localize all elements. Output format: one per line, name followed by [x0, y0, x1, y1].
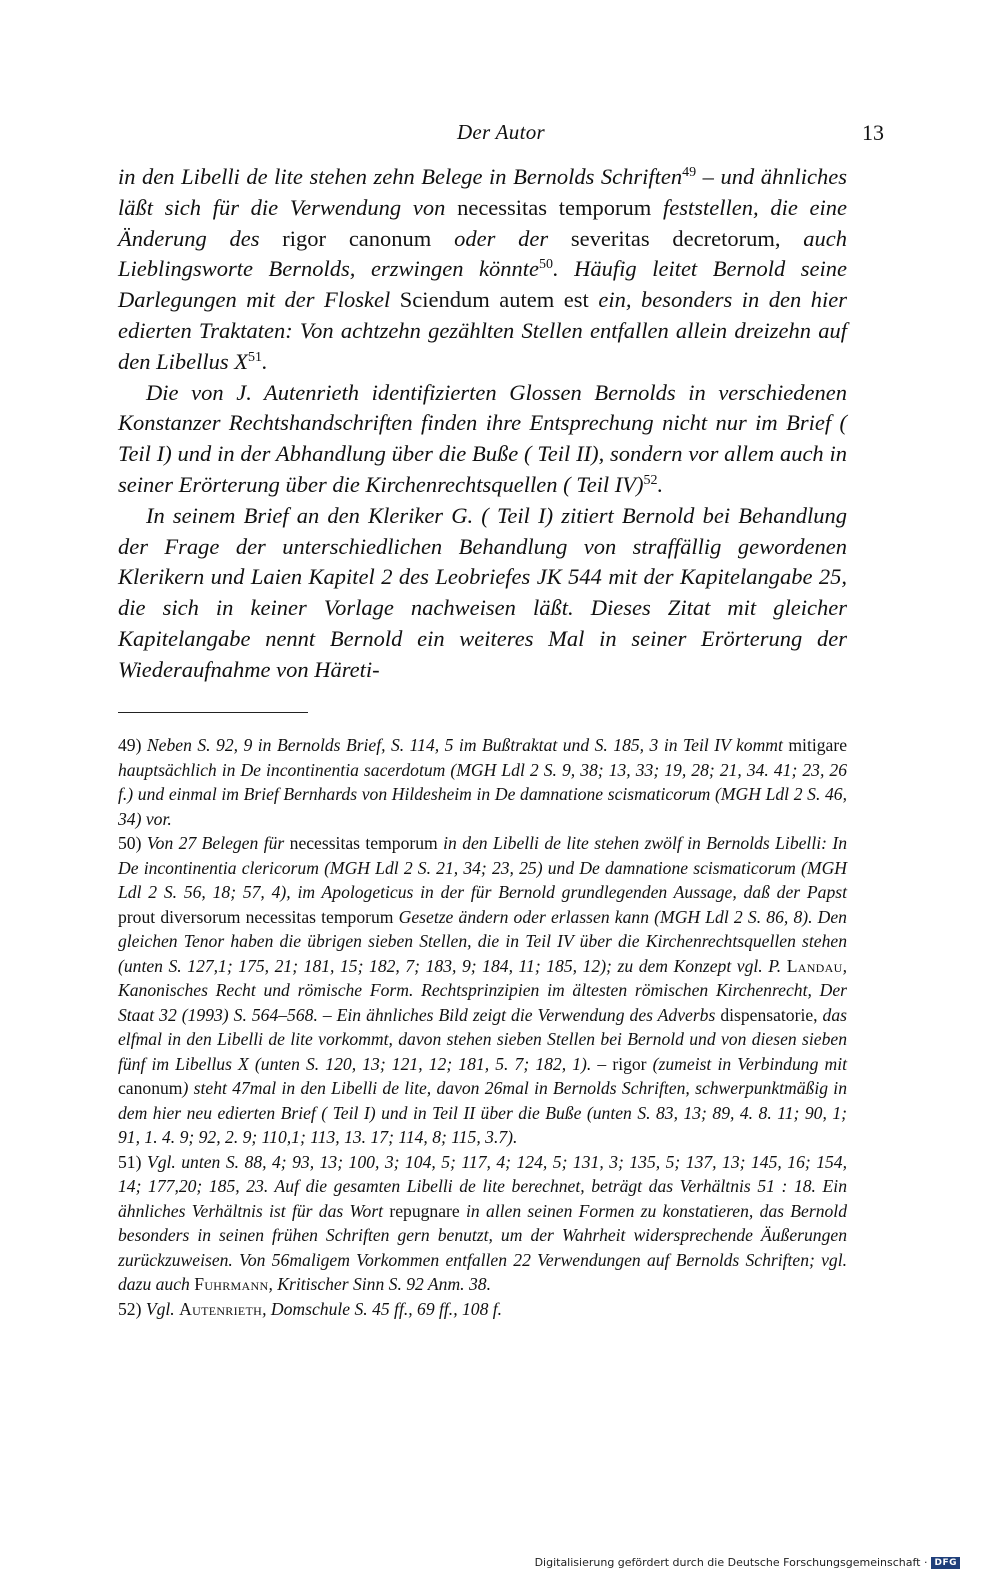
author-name: Landau [786, 955, 843, 976]
text-run: oder der [431, 225, 571, 251]
paragraph-2 [118, 378, 847, 501]
latin-term: rigor [612, 1053, 647, 1074]
digitization-credit [535, 1556, 960, 1569]
latin-term: severitas decretorum, [570, 225, 781, 251]
latin-term: canonum [118, 1078, 183, 1098]
latin-term: dispensatorie, [720, 1004, 818, 1025]
text-run: (zumeist in Verbindung mit [646, 1053, 847, 1074]
latin-term: necessitas temporum [289, 833, 438, 853]
footnote-51 [118, 1150, 847, 1297]
dfg-logo-icon: DFG [931, 1557, 960, 1569]
footnote-ref-49: 49 [682, 165, 697, 180]
footnote-number: 51) [118, 1151, 142, 1172]
footnote-49 [118, 733, 847, 831]
text-run: , Domschule S. 45 ff., 69 ff., 108 f. [262, 1298, 503, 1319]
latin-term: prout diversorum necessitas temporum [118, 906, 394, 927]
footnote-ref-50: 50 [538, 257, 553, 273]
page-number: 13 [862, 120, 884, 145]
main-text [118, 162, 847, 686]
text-run: . [262, 348, 268, 374]
text-run: hauptsächlich in De incontinentia sacerdotum (MGH Ldl 2 S. 9, 38; 13, 33; 19, 28; 21, 34. 41; 23, 26 f.) und einmal im Brief Bernhards von Hildesheim in De damnatione scismaticorum (MGH Ldl 2 S. 46, 34) vor. [118, 759, 847, 829]
paragraph-1 [118, 162, 847, 378]
text-run: . Häufig leitet Bernold seine Darlegungen mit der Floskel [118, 256, 847, 313]
text-run: Vgl. [141, 1298, 180, 1319]
text-run: . [657, 471, 664, 497]
footnotes [118, 733, 847, 1321]
footnote-number: 50) [118, 833, 142, 853]
text-run: in den Libelli de lite stehen zehn Belege in Bernolds Schriften [118, 164, 683, 189]
latin-term: necessitas temporum [457, 194, 652, 220]
footnote-50 [118, 831, 847, 1150]
author-name: Fuhrmann [194, 1274, 269, 1294]
latin-term: repugnare [389, 1200, 460, 1221]
footnote-52 [118, 1297, 847, 1322]
text-run: Die von J. Autenrieth identifizierten Glossen Bernolds in verschiedenen Konstanzer Rechtshandschriften finden ihre Entsprechung nicht nur im Brief ( Teil I) und in der Abhandlung über die Buße ( Teil II), sondern vor allem auch in seiner Erörterung über die Kirchenrechtsquellen ( Teil IV) [118, 379, 847, 497]
text-run: Gesetze ändern oder erlassen kann (MGH Ldl 2 S. 86, 8). Den gleichen Tenor haben die übrigen sieben Stellen, die in Teil IV über die Kirchenrechtsquellen stehen (unten S. 127,1; 175, 21; 181, 15; 182, 7; 183, 9; 184, 11; 185, 12); zu dem Konzept vgl. P. [118, 906, 847, 976]
paragraph-3: In seinem Brief an den Kleriker G. ( Teil I) zitiert Bernold bei Behandlung der Frage der unterschiedlichen Behandlung von straffällig gewordenen Klerikern und Laien Kapitel 2 des Leobriefes JK 544 mit der Kapitelangabe 25, die sich in keiner Vorlage nachweisen läßt. Dieses Zitat mit gleicher Kapitelangabe nennt Bernold ein weiteres Mal in seiner Erörterung der Wiederaufnahme von Häreti- [118, 502, 847, 682]
latin-term: mitigare [788, 735, 847, 755]
text-run: , Kritischer Sinn S. 92 Anm. 38. [268, 1274, 491, 1294]
author-name: Autenrieth [179, 1298, 263, 1319]
text-run: ) steht 47mal in den Libelli de lite, davon 26mal in Bernolds Schriften, schwerpunktmäßig in dem hier neu edierten Brief ( Teil I) und in Teil II über die Buße (unten S. 83, 13; 89, 4. 8. 11; 90, 1; 91, 1. 4. 9; 92, 2. 9; 110,1; 113, 13. 17; 114, 8; 115, 3.7). [118, 1078, 847, 1147]
running-head [118, 120, 884, 150]
text-run: Von 27 Belegen für [141, 833, 290, 853]
latin-term: Sciendum autem est [399, 287, 589, 313]
text-run: Vgl. unten S. 88, 4; 93, 13; 100, 3; 104, 5; 117, 4; 124, 5; 131, 3; 135, 5; 137, 13; 145, 16; 154, 14; 177,20; 185, 23. Auf die gesamten Libelli de lite berechnet, beträgt das Verhältnis 51 : 18. Ein ähnliches Verhältnis ist für das Wort [118, 1151, 847, 1221]
footnote-number: 49) [118, 735, 142, 755]
text-run: feststellen, die eine Änderung des [118, 194, 848, 251]
text-run: auch Lieblingsworte Bernolds, erzwingen könnte [118, 225, 847, 282]
footnote-number: 52) [118, 1298, 142, 1319]
running-title: Der Autor [456, 120, 546, 144]
text-run: in allen seinen Formen zu konstatieren, das Bernold besonders in seinen frühen Schriften gern benutzt, um der Wahrheit widersprechende Äußerungen zurückzuweisen. Von 56maligem Vorkommen entfallen 22 Verwendungen auf Bernolds Schriften; vgl. dazu auch [118, 1200, 847, 1294]
footnote-ref-52: 52 [643, 472, 658, 488]
text-run: das elfmal in den Libelli de lite vorkommt, davon stehen sieben Stellen bei Bernold und von diesen sieben fünf im Libellus X (unten S. 120, 13; 121, 12; 181, 5. 7; 182, 1). – [118, 1004, 847, 1074]
text-run: – und ähnliches läßt sich für die Verwendung von [118, 164, 847, 220]
footnote-divider [118, 712, 308, 713]
text-run: ein, besonders in den hier edierten Traktaten: Von achtzehn gezählten Stellen entfallen allein dreizehn auf den Libellus X [118, 287, 848, 374]
text-run: , Kanonisches Recht und römische Form. Rechtsprinzipien im ältesten römischen Kirchenrecht, Der Staat 32 (1993) S. 564–568. – Ein ähnliches Bild zeigt die Verwendung des Adverbs [118, 955, 847, 1025]
footnote-ref-51: 51 [248, 349, 262, 365]
text-run: Neben S. 92, 9 in Bernolds Brief, S. 114, 5 im Bußtraktat und S. 185, 3 in Teil IV kommt [141, 735, 789, 755]
credit-text: Digitalisierung gefördert durch die Deutsche Forschungsgemeinschaft · [534, 1556, 928, 1569]
latin-term: rigor canonum [282, 225, 432, 251]
text-run: in den Libelli de lite stehen zwölf in Bernolds Libelli: In De incontinentia clericorum (MGH Ldl 2 S. 21, 34; 23, 25) und De damnatione scismaticorum (MGH Ldl 2 S. 56, 18; 57, 4), im Apologeticus in der für Bernold grundlegenden Aussage, daß der Papst [118, 833, 848, 902]
